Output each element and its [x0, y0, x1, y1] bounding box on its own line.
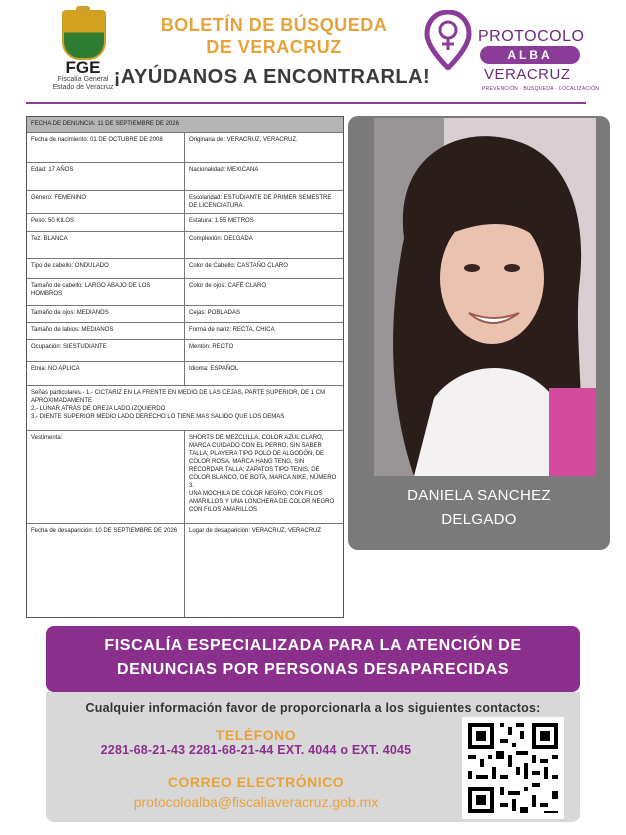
- fge-subtitle-line-1: Fiscalía General: [57, 76, 109, 83]
- table-row: [27, 430, 343, 523]
- mark-2: 2.- LUNAR ATRÁS DE OREJA LADO IZQUIERDO: [31, 406, 166, 412]
- name-line-2: DELGADO: [441, 511, 517, 528]
- language: Idioma: ESPAÑOL: [189, 366, 239, 372]
- table-row: [27, 132, 343, 162]
- person-portrait-illustration: [374, 118, 596, 476]
- bulletin-title: [140, 14, 408, 58]
- phone-numbers: 2281-68-21-43 2281-68-21-44 EXT. 4044 o EXT. 4045: [100, 743, 412, 757]
- weight: Peso: 50 KILOS: [27, 214, 185, 231]
- bulletin-title-line-2: DE VERACRUZ: [206, 37, 342, 57]
- qr-code-graphic: [462, 717, 564, 819]
- bulletin-title-line-1: BOLETÍN DE BÚSQUEDA: [160, 15, 388, 35]
- phone-label: TELÉFONO: [215, 727, 297, 743]
- origin: Originaria de: VERACRUZ, VERACRUZ.: [189, 137, 298, 143]
- table-row: [27, 258, 343, 278]
- missing-person-data-table: [26, 116, 344, 618]
- table-row: [27, 190, 343, 213]
- nose-shape: Forma de nariz: RECTA, CHICA: [189, 327, 275, 333]
- disappearance-place: Lugar de desaparición: VERACRUZ, VERACRUZ: [189, 528, 322, 534]
- table-row: [27, 322, 343, 339]
- birth-date: Fecha de nacimiento: 01 DE OCTUBRE DE 2008: [27, 133, 185, 162]
- clothing-label: Vestimenta:: [27, 431, 185, 523]
- occupation: Ocupación: SIESTUDIANTE: [27, 340, 185, 361]
- table-row: [27, 339, 343, 361]
- header: [0, 0, 626, 108]
- gender: Género: FEMENINO: [27, 191, 185, 213]
- table-row: [27, 361, 343, 385]
- denuncia-date: FECHA DE DENUNCIA: 11 DE SEPTIEMBRE DE 2026: [31, 121, 179, 127]
- headline: ¡AYÚDANOS A ENCONTRARLA!: [113, 66, 431, 88]
- missing-person-name: [348, 484, 610, 532]
- eye-color: Color de ojos: CAFÉ CLARO: [189, 283, 267, 289]
- email-address[interactable]: protocoloalba@fiscaliaveracruz.gob.mx: [133, 794, 379, 810]
- table-row: [27, 278, 343, 305]
- table-row: [27, 162, 343, 190]
- coat-of-arms-icon: [62, 10, 106, 60]
- mark-1: Señas particulares.- 1.- CICTARIZ EN LA FRENTE EN MEDIO DE LAS CEJAS, PARTE SUPERIOR, DE 1 CM APROXIMADAMENTE: [31, 390, 326, 404]
- hair-length: Tamaño de cabello: LARGO ABAJO DE LOS HOMBROS: [27, 279, 185, 305]
- table-row: [27, 523, 343, 617]
- fge-title: FGE: [65, 58, 101, 77]
- hair-type: Tipo de cabello: ONDULADO: [27, 259, 185, 278]
- agency-title: [46, 634, 580, 682]
- protocol-tagline: PREVENCIÓN · BÚSQUEDA · LOCALIZACIÓN: [482, 86, 600, 92]
- email-label: CORREO ELECTRÓNICO: [167, 774, 345, 790]
- header-divider: [26, 102, 586, 104]
- contact-intro: Cualquier información favor de proporcionarla a los siguientes contactos:: [85, 701, 541, 715]
- eyebrows: Cejas: POBLADAS: [189, 310, 241, 316]
- location-pin-female-icon: [424, 10, 472, 70]
- lip-size: Tamaño de labios: MEDIANOS: [27, 323, 185, 339]
- name-line-1: DANIELA SANCHEZ: [407, 487, 551, 504]
- skin-tone: Tez: BLANCA: [27, 232, 185, 258]
- protocol-alba-pill: ALBA: [480, 46, 580, 64]
- agency-title-line-1: FISCALÍA ESPECIALIZADA PARA LA ATENCIÓN DE: [104, 637, 522, 654]
- fge-subtitle-line-2: Estado de Veracruz: [52, 84, 114, 91]
- table-row: [27, 213, 343, 231]
- mark-3: 3.- DIENTE SUPERIOR MEDIO LADO DERECHO LO TIENE MAS SALIDO QUE LOS DEMAS: [31, 414, 285, 420]
- nationality: Nacionalidad: MEXICANA: [189, 167, 259, 173]
- table-row: [27, 117, 343, 132]
- age: Edad: 17 AÑOS: [27, 163, 185, 190]
- protocolo-alba-logo: [424, 10, 600, 100]
- chin: Mentón: RECTO: [189, 344, 234, 350]
- ethnicity: Etnia: NO APLICA: [27, 362, 185, 385]
- protocol-word: PROTOCOLO: [478, 28, 585, 45]
- table-row: [27, 231, 343, 258]
- clothing-description: SHORTS DE MEZCLILLA, COLOR AZUL CLARO, MARCA CUIDADO CON EL PERRO, SIN SABER TALLA; PLAYERA TIPO POLO DE ALGODÓN, DE COLOR ROSA, MARCA HANG TENG, SIN RECORDAR TALLA; ZAPATOS TIPO TENIS, DE COLOR BLANCO, DE BOTA, MARCA NIKE, NÚMERO 3. UNA MOCHILA DE COLOR NEGRO, CON FILOS AMARILLOS Y UNA LONCHERA DE COLOR NEGRO CON FILOS AMARILLOS: [189, 435, 337, 513]
- agency-title-line-2: DENUNCIAS POR PERSONAS DESAPARECIDAS: [116, 661, 510, 678]
- person-photo: [374, 118, 596, 476]
- qr-code-icon: [462, 717, 564, 819]
- table-row: [27, 305, 343, 322]
- table-row: [27, 385, 343, 430]
- hair-color: Color de Cabello: CASTAÑO CLARO: [189, 263, 288, 269]
- schooling: Escolaridad: ESTUDIANTE DE PRIMER SEMESTRE DE LICENCIATURA: [189, 195, 332, 209]
- particular-marks: [27, 386, 343, 430]
- eye-size: Tamaño de ojos: MEDIANOS: [27, 306, 185, 322]
- disappearance-date: Fecha de desaparición: 10 DE SEPTIEMBRE DE 2026: [27, 524, 185, 617]
- build: Complexión: DELGADA: [189, 236, 253, 242]
- protocol-state: VERACRUZ: [484, 66, 571, 83]
- height: Estatura: 1.55 METROS: [189, 218, 254, 224]
